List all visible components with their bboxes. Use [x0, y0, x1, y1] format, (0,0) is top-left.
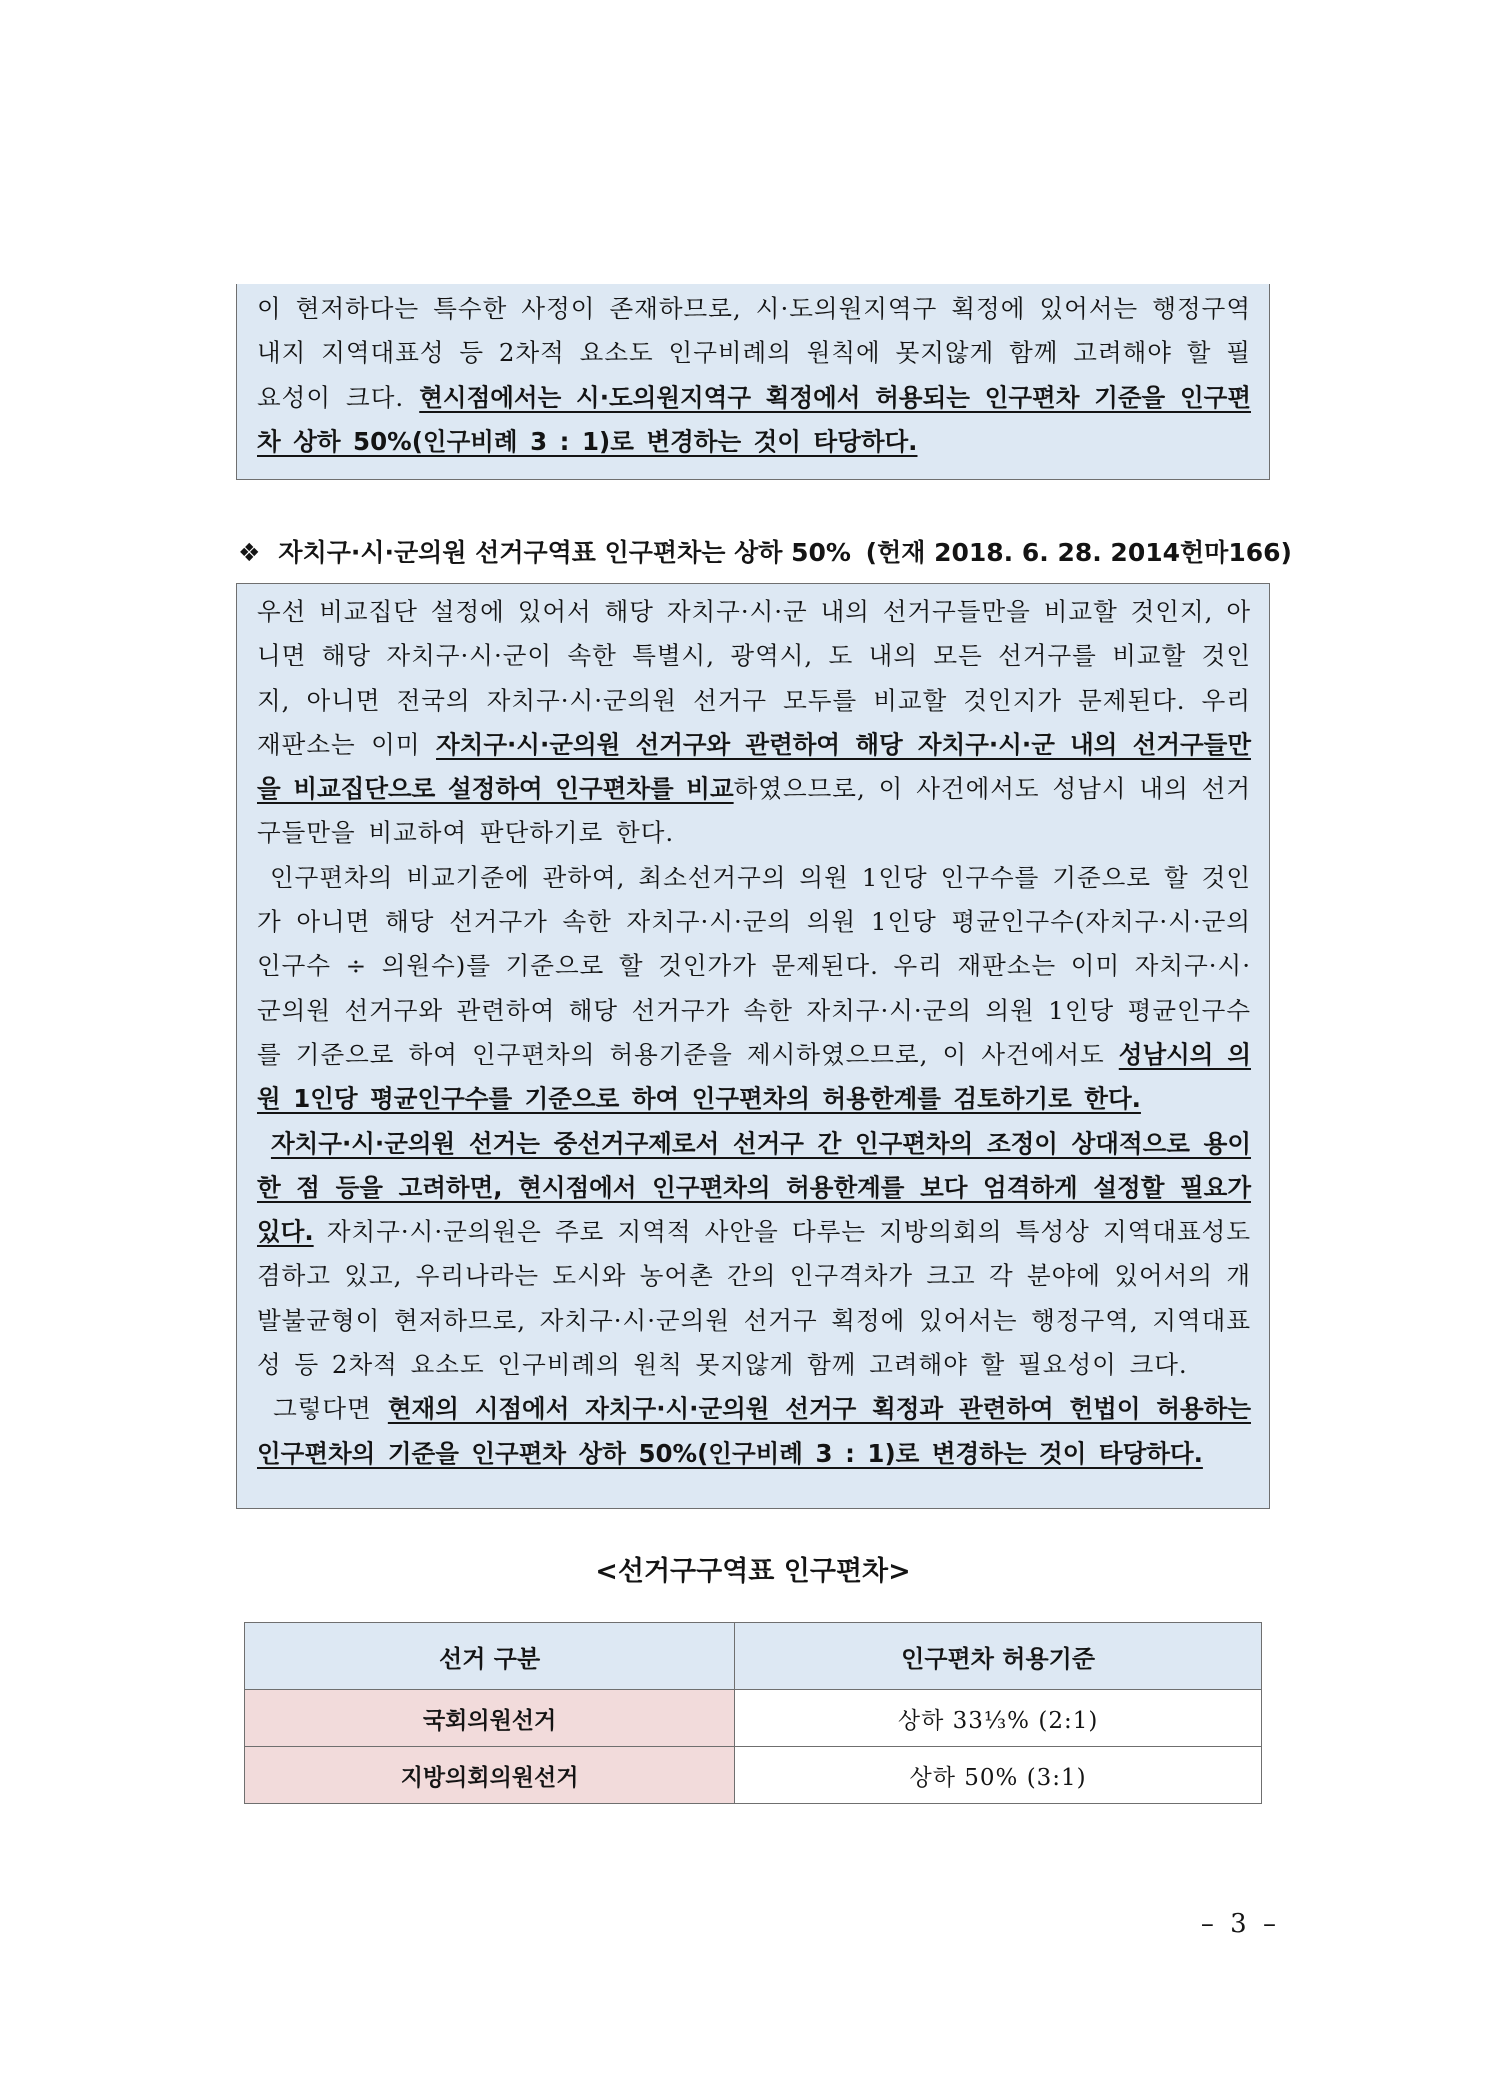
ruling-emphasis: 성남시의 의원 1인당 평균인구수를 기준으로 하여 인구편차의 허용한계를 검토하기로 한다.: [257, 1039, 1251, 1114]
ruling-text: 인구편차의 비교기준에 관하여, 최소선거구의 의원 1인당 인구수를 기준으로 할 것인가 아니면 해당 선거구가 속한 자치구·시·군의 의원 1인당 평균인구수(자치구·시·군의 인구수 ÷ 의원수)를 기준으로 할 것인가가 문제된다. 우리 재판소는 이미 자치구·시·군의원 선거구와 관련하여 해당 선거구가 속한 자치구·시·군의 의원 1인당 평균인구수를 기준으로 하여 인구편차의 허용기준을 제시하였으므로, 이 사건에서도: [257, 862, 1251, 1069]
excerpt-text: 이 현저하다는 특수한 사정이 존재하므로, 시·도의원지역구 획정에 있어서는 행정구역 내지 지역대표성 등 2차적 요소도 인구비례의 원칙에 못지않게 함께 고려해야 할 필요성이 크다.: [257, 294, 1251, 412]
ruling-excerpt-box: [236, 583, 1270, 1509]
ruling-emphasis: 현재의 시점에서 자치구·시·군의원 선거구 획정과 관련하여 헌법이 허용하는 인구편차의 기준을 인구편차 상하 50%(인구비례 3 : 1)로 변경하는 것이 타당하다.: [257, 1394, 1251, 1468]
excerpt-emphasis: 현시점에서는 시·도의원지역구 획정에서 허용되는 인구편차 기준을 인구편차 상하 50%(인구비례 3 : 1)로 변경하는 것이 타당하다.: [257, 382, 1251, 456]
table-title: <선거구구역표 인구편차>: [595, 1556, 911, 1587]
section-heading: [238, 533, 1292, 573]
deviation-standard-cell: 상하 33⅓% (2:1): [735, 1690, 1262, 1747]
column-header: 인구편차 허용기준: [735, 1623, 1262, 1690]
ruling-text: 자치구·시·군의원은 주로 지역적 사안을 다루는 지방의회의 특성상 지역대표성도 겸하고 있고, 우리나라는 도시와 농어촌 간의 인구격차가 크고 각 분야에 있어서의 개발불균형이 현저하므로, 자치구·시·군의원 선거구 획정에 있어서는 행정구역, 지역대표성 등 2차적 요소도 인구비례의 원칙 못지않게 함께 고려해야 할 필요성이 크다.: [257, 1217, 1251, 1380]
ruling-text: 하였으므로, 이 사건에서도 성남시 내의 선거구들만을 비교하여 판단하기로 한다.: [257, 774, 1252, 848]
deviation-standard-table: [244, 1622, 1262, 1804]
deviation-standard-cell: 상하 50% (3:1): [735, 1747, 1262, 1804]
table-row: [245, 1747, 1262, 1804]
diamond-bullet-icon: ❖: [238, 538, 261, 567]
ruling-emphasis: 자치구·시·군의원 선거구와 관련하여 해당 자치구·시·군 내의 선거구들만을 비교집단으로 설정하여 인구편차를 비교: [257, 729, 1251, 804]
page-number: – 3 –: [1200, 1909, 1280, 1939]
ruling-text: 그렇다면: [273, 1394, 388, 1424]
table-header-row: [245, 1623, 1262, 1690]
ruling-text: 우선 비교집단 설정에 있어서 해당 자치구·시·군 내의 선거구들만을 비교할 것인지, 아니면 해당 자치구·시·군이 속한 특별시, 광역시, 도 내의 모든 선거구를 비교할 것인지, 아니면 전국의 자치구·시·군의원 선거구 모두를 비교할 것인지가 문제된다. 우리 재판소는 이미: [257, 597, 1251, 759]
case-citation: (헌재 2018. 6. 28. 2014헌마166): [865, 538, 1292, 567]
election-type-cell: 지방의회의원선거: [245, 1747, 735, 1804]
continued-excerpt-box: [236, 284, 1270, 480]
section-title: 자치구·시·군의원 선거구역표 인구편차는 상하 50%: [278, 538, 851, 567]
continued-excerpt-paragraph: [257, 287, 1251, 464]
election-type-cell: 국회의원선거: [245, 1690, 735, 1747]
table-row: [245, 1690, 1262, 1747]
column-header: 선거 구분: [245, 1623, 735, 1690]
ruling-emphasis: 자치구·시·군의원 선거는 중선거구제로서 선거구 간 인구편차의 조정이 상대적으로 용이한 점 등을 고려하면, 현시점에서 인구편차의 허용한계를 보다 엄격하게 설정할 필요가 있다.: [257, 1128, 1251, 1247]
ruling-paragraph: [257, 590, 1251, 1476]
